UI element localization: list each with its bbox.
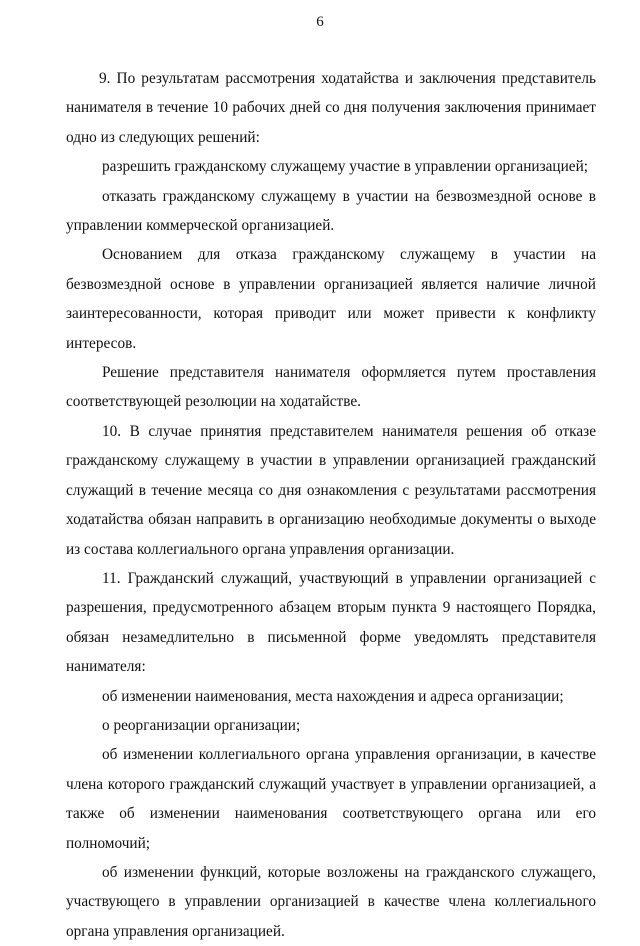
paragraph-item-10: 10. В случае принятия представителем нанимателя решения об отказе гражданскому служащему в участии в управлении организацией гражданский служащий в течение месяца со дня ознакомления с результатами рассмотрения ходатайства обязан направить в организацию необходимые документы о выходе из состава коллегиального органа управления организации.: [66, 422, 596, 558]
document-body: [66, 64, 596, 946]
paragraph-option-permit: разрешить гражданскому служащему участие в управлении организацией;: [102, 158, 589, 176]
paragraph-notify-body-change: об изменении коллегиального органа управления организации, в качестве члена которого гражданский служащий участвует в управлении организацией, а также об изменении наименования соответствующего органа или его полномочий;: [66, 746, 596, 852]
paragraph-notify-reorganization: о реорганизации организации;: [102, 716, 301, 734]
paragraph-item-9: 9. По результатам рассмотрения ходатайства и заключения представитель нанимателя в течение 10 рабочих дней со дня получения заключения принимает одно из следующих решений:: [66, 70, 596, 146]
paragraph-decision-form: Решение представителя нанимателя оформляется путем проставления соответствующей резолюции на ходатайстве.: [66, 364, 596, 411]
paragraph-notify-function-change: об изменении функций, которые возложены на гражданского служащего, участвующего в управлении организацией в качестве члена коллегиального органа управления организацией.: [66, 863, 596, 940]
paragraph-refusal-grounds: Основанием для отказа гражданскому служащему в участии на безвозмездной основе в управлении организацией является наличие личной заинтересованности, которая приводит или может привести к конфликту интересов.: [66, 246, 596, 352]
paragraph-notify-name-change: об изменении наименования, места нахождения и адреса организации;: [102, 687, 564, 705]
paragraph-option-refuse: отказать гражданскому служащему в участии на безвозмездной основе в управлении коммерческой организацией.: [66, 187, 596, 235]
paragraph-item-11: 11. Гражданский служащий, участвующий в управлении организацией с разрешения, предусмотренного абзацем вторым пункта 9 настоящего Порядка, обязан незамедлительно в письменной форме уведомлять представителя нанимателя:: [66, 569, 596, 676]
page-number: 6: [316, 14, 324, 30]
